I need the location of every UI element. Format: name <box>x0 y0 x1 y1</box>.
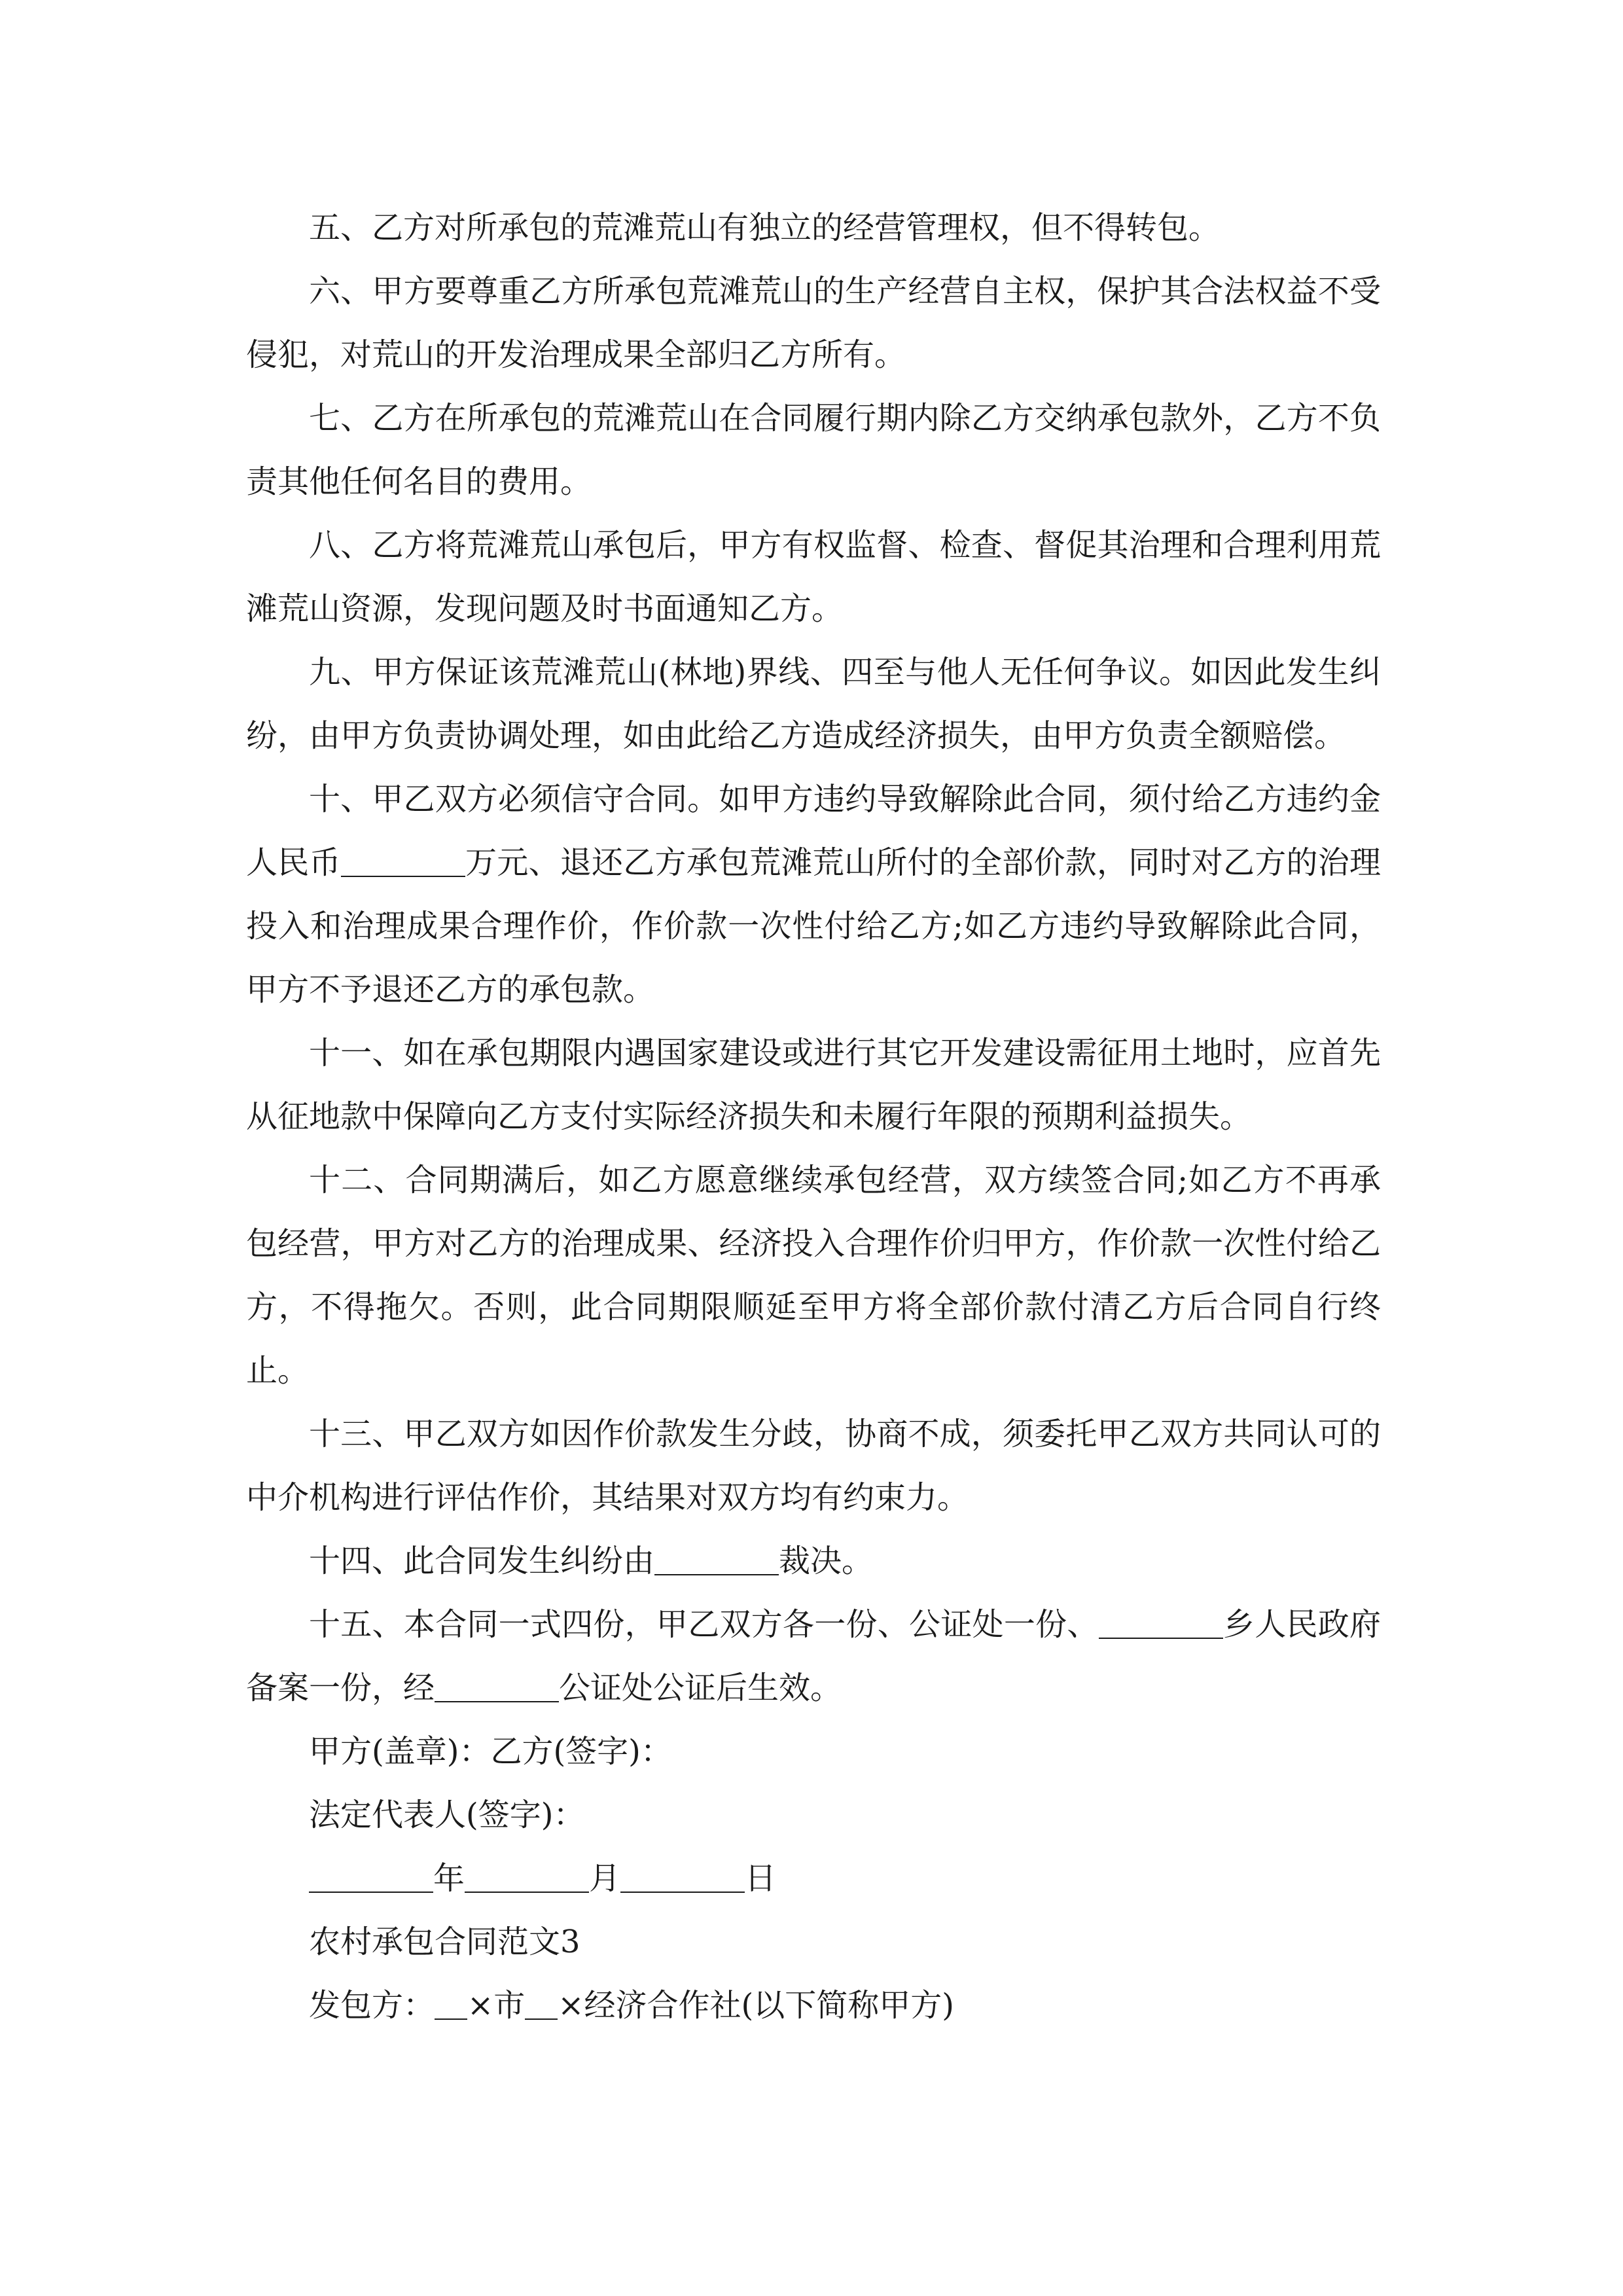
notary-blank <box>435 1670 559 1702</box>
cooperative-blank <box>525 1987 558 2020</box>
clause-15 <box>246 1593 1381 1720</box>
clause-13: 十三、甲乙双方如因作价款发生分歧，协商不成，须委托甲乙双方共同认可的中介机构进行评估作价，其结果对双方均有约束力。 <box>246 1416 1381 1516</box>
year-blank <box>309 1860 433 1893</box>
employer-rest: ×经济合作社(以下简称甲方) <box>558 1987 954 2024</box>
penalty-amount-blank <box>341 844 465 877</box>
year-label: 年 <box>433 1860 465 1897</box>
clause-10 <box>246 768 1381 1022</box>
employer-prefix: 发包方： <box>309 1987 435 2024</box>
date-line <box>246 1847 1381 1910</box>
clause-11: 十一、如在承包期限内遇国家建设或进行其它开发建设需征用土地时，应首先从征地款中保障向乙方支付实际经济损失和未履行年限的预期利益损失。 <box>246 1035 1381 1135</box>
township-blank <box>1099 1606 1223 1639</box>
clause-15-text-c: 公证处公证后生效。 <box>559 1670 842 1706</box>
clause-9: 九、甲方保证该荒滩荒山(林地)界线、四至与他人无任何争议。如因此发生纠纷，由甲方负责协调处理，如由此给乙方造成经济损失，由甲方负责全额赔偿。 <box>246 654 1381 754</box>
clause-8: 八、乙方将荒滩荒山承包后，甲方有权监督、检查、督促其治理和合理利用荒滩荒山资源，发现问题及时书面通知乙方。 <box>246 527 1381 627</box>
clause-6: 六、甲方要尊重乙方所承包荒滩荒山的生产经营自主权，保护其合法权益不受侵犯，对荒山的开发治理成果全部归乙方所有。 <box>246 273 1381 373</box>
legal-rep-signature-line: 法定代表人(签字)： <box>309 1797 585 1833</box>
clause-10-text-a: 十、甲乙双方必须信守合同。如甲方违约导致解除此合同，须付给乙方违约金人民币 <box>246 781 1381 881</box>
clause-5: 五、乙方对所承包的荒滩荒山有独立的经营管理权，但不得转包。 <box>309 209 1221 246</box>
city-blank <box>435 1987 467 2020</box>
clause-14 <box>246 1530 1381 1593</box>
clause-7: 七、乙方在所承包的荒滩荒山在合同履行期内除乙方交纳承包款外，乙方不负责其他任何名目的费用。 <box>246 400 1381 500</box>
month-blank <box>465 1860 589 1893</box>
employer-city: ×市 <box>467 1987 526 2024</box>
clause-15-text-a: 十五、本合同一式四份，甲乙双方各一份、公证处一份、 <box>309 1606 1099 1643</box>
clause-15-text-b: 乡人民政府备案一份，经 <box>246 1606 1381 1706</box>
section-title: 农村承包合同范文3 <box>309 1924 580 1960</box>
clause-12: 十二、合同期满后，如乙方愿意继续承包经营，双方续签合同;如乙方不再承包经营，甲方对乙方的治理成果、经济投入合理作价归甲方，作价款一次性付给乙方，不得拖欠。否则，此合同期限顺延至甲方将全部价款付清乙方后合同自行终止。 <box>246 1162 1381 1389</box>
employer-line <box>246 1974 1381 2037</box>
day-blank <box>620 1860 745 1893</box>
clause-10-text-b: 万元、退还乙方承包荒滩荒山所付的全部价款，同时对乙方的治理投入和治理成果合理作价，作价款一次性付给乙方;如乙方违约导致解除此合同，甲方不予退还乙方的承包款。 <box>246 844 1381 1008</box>
day-label: 日 <box>745 1860 777 1897</box>
contract-body <box>246 196 1381 2037</box>
clause-14-text-b: 裁决。 <box>779 1543 874 1579</box>
month-label: 月 <box>589 1860 621 1897</box>
arbitration-body-blank <box>654 1543 779 1575</box>
clause-14-text-a: 十四、此合同发生纠纷由 <box>309 1543 655 1579</box>
party-signature-line: 甲方(盖章)：乙方(签字)： <box>309 1733 672 1770</box>
